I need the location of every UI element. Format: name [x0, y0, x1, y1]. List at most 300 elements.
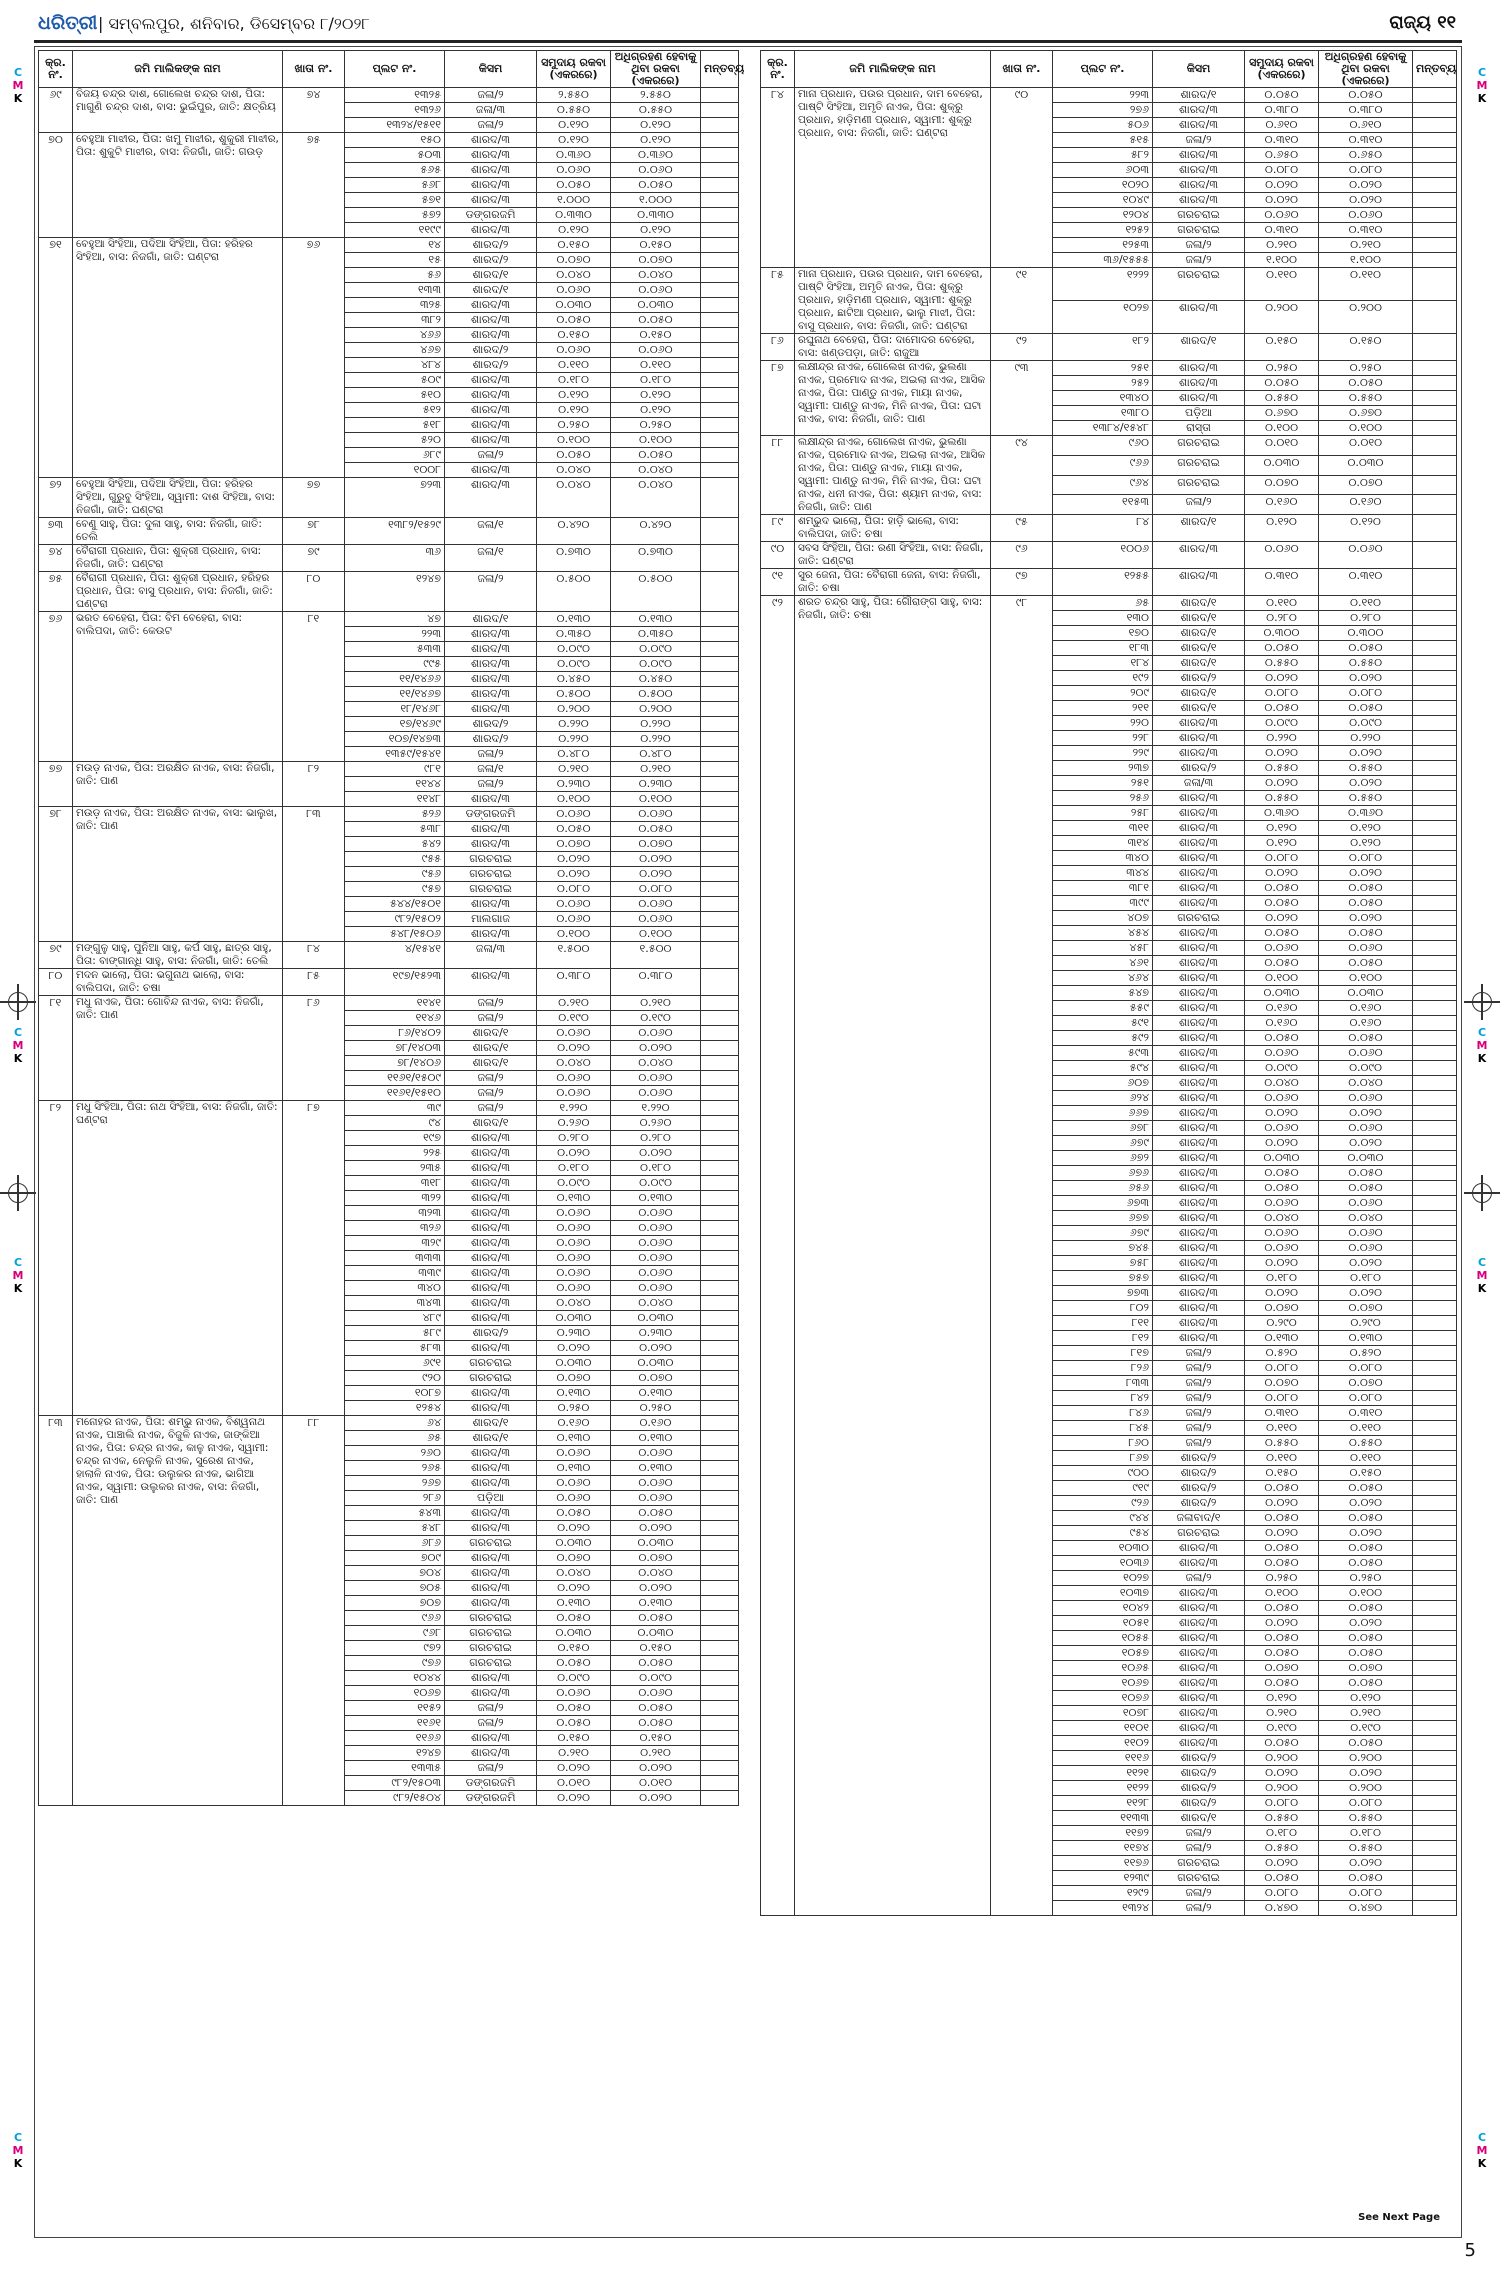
- land-type: ଜଳା/୨: [1153, 1826, 1245, 1841]
- acquired-area: ୦.୦୨୦: [1319, 776, 1413, 791]
- plot-number: ୫୩୩: [345, 642, 445, 657]
- total-area: ୦.୦୩୦: [1245, 455, 1319, 475]
- plot-number: ୯୨୬: [1053, 1496, 1153, 1511]
- total-area: ୦.୩୬୦: [1245, 806, 1319, 821]
- remarks: [1413, 1361, 1457, 1376]
- acquired-area: ୦.୦୪୦: [611, 1056, 701, 1071]
- plot-number: ୨୬୦: [345, 1446, 445, 1461]
- remarks: [701, 1506, 739, 1521]
- total-area: ୦.୦୫୦: [1245, 881, 1319, 896]
- total-area: ୦.୦୨୦: [1245, 193, 1319, 208]
- acquired-area: ୦.୧୧୦: [1319, 268, 1413, 301]
- plot-number: ୧୦୩୭: [1053, 1586, 1153, 1601]
- acquired-area: ୦.୧୦୦: [611, 433, 701, 448]
- plot-number: ୨୫୧: [1053, 776, 1153, 791]
- total-area: ୦.୦୩୦: [537, 298, 611, 313]
- land-type: ଶାରଦ/୩: [1153, 1211, 1245, 1226]
- remarks: [701, 448, 739, 463]
- owner-name: ବେଣୁ ସାହୁ, ପିତା: ଦୁଳା ସାହୁ, ବାସ: ନିଜଗାଁ, ଜାତି: ତେଲି: [73, 518, 283, 545]
- acquired-area: ୦.୩୧୦: [1319, 223, 1413, 238]
- plot-number: ୧୧୪୬: [345, 1011, 445, 1026]
- plot-number: ୧୪: [345, 238, 445, 253]
- acquired-area: ୦.୧୮୦: [611, 373, 701, 388]
- plot-number: ୧୦୭/୧୪୭୩: [345, 732, 445, 747]
- remarks: [1413, 1466, 1457, 1481]
- table-row: [39, 133, 739, 148]
- land-type: ଶାରଦ/୩: [1153, 361, 1245, 376]
- remarks: [1413, 1586, 1457, 1601]
- acquired-area: ୦.୧୬୦: [1319, 1001, 1413, 1016]
- land-type: ଶାରଦ/୩: [1153, 1016, 1245, 1031]
- plot-number: ୬୫: [1053, 596, 1153, 611]
- total-area: ୦.୦୫୦: [1245, 1166, 1319, 1181]
- plot-number: ୨୫୮: [1053, 806, 1153, 821]
- plot-number: ୨୦୯: [1053, 686, 1153, 701]
- land-type: ଶାରଦ/୩: [445, 792, 537, 807]
- acquired-area: ୦.୦୨୦: [611, 1041, 701, 1056]
- total-area: ୦.୦୬୦: [537, 1236, 611, 1251]
- acquired-area: ୦.୦୨୦: [1319, 1856, 1413, 1871]
- acquired-area: ୦.୦୩୦: [1319, 455, 1413, 475]
- acquired-area: ୦.୦୩୦: [611, 1311, 701, 1326]
- land-type: ଡଙ୍ଗରଜମି: [445, 1791, 537, 1806]
- total-area: ୦.୧୩୦: [1245, 1331, 1319, 1346]
- plot-number: ୧୨୫୨: [1053, 223, 1153, 238]
- plot-number: ୧୮୩: [1053, 641, 1153, 656]
- plot-number: ୯୬୬: [1053, 455, 1153, 475]
- land-type: ଶାରଦ/୧: [445, 1416, 537, 1431]
- plot-number: ୭୨୩: [345, 478, 445, 518]
- remarks: [1413, 178, 1457, 193]
- plot-number: ୮୨୬: [1053, 1361, 1153, 1376]
- plot-number: ୫୪୪/୧୫୦୧: [345, 897, 445, 912]
- owner-name: ବୈରାଗୀ ପ୍ରଧାନ, ପିତା: ଶୁକ୍ରୀ ପ୍ରଧାନ, ବାସ: ନିଜଗାଁ, ଜାତି: ଘଣ୍ଟରା: [73, 545, 283, 572]
- remarks: [1413, 1721, 1457, 1736]
- owner-name: ଶମ୍ଭୁଦ ଭାଲୋ, ପିତା: ହାଡ଼ି ଭାଲୋ, ବାସ: ବାଲିପଦା, ଜାତି: ଚଷା: [795, 515, 991, 542]
- total-area: ୦.୦୭୦: [537, 1371, 611, 1386]
- total-area: ୦.୦୪୦: [1245, 1076, 1319, 1091]
- acquired-area: ୦.୦୨୦: [1319, 1136, 1413, 1151]
- plot-number: ୫୮୯: [345, 1326, 445, 1341]
- acquired-area: ୦.୦୯୦: [611, 1671, 701, 1686]
- acquired-area: ୦.୦୬୦: [611, 283, 701, 298]
- owner-name: ବେହୁଆ ସିଂହିଆ, ପଦିଆ ସିଂହିଆ, ପିତା: ହରିହର ସିଂହିଆ, ଗୁରୁବୁ ସିଂହିଆ, ସ୍ୱାମୀ: ଦାଶ ସିଂହିଆ, ବାସ: ନିଜଗାଁ, ଜାତି: ଘଣ୍ଟରା: [73, 478, 283, 518]
- land-type: ଶାରଦ/୧: [1153, 515, 1245, 542]
- land-type: ଶାରଦ/୩: [445, 1596, 537, 1611]
- land-type: ଶାରଦ/୩: [445, 1506, 537, 1521]
- plot-number: ୭୦୪: [345, 1566, 445, 1581]
- acquired-area: ୦.୦୫୦: [1319, 1646, 1413, 1661]
- plot-number: ୧୨୫୪: [345, 1401, 445, 1416]
- total-area: ୦.୦୬୦: [537, 1206, 611, 1221]
- plot-number: ୯୬୮: [345, 1626, 445, 1641]
- total-area: ୦.୦୨୦: [1245, 178, 1319, 193]
- remarks: [1413, 1091, 1457, 1106]
- khata-number: ୭୭: [283, 478, 345, 518]
- acquired-area: ୧.୫୦୦: [611, 942, 701, 969]
- plot-number: ୯୮୨/୧୫୦୨: [345, 912, 445, 927]
- acquired-area: ୦.୦୩୦: [611, 1356, 701, 1371]
- plot-number: ୧୧/୧୪୬୭: [345, 687, 445, 702]
- acquired-area: ୦.୧୫୦: [611, 328, 701, 343]
- khata-number: ୯୦: [991, 88, 1053, 268]
- remarks: [701, 1206, 739, 1221]
- total-area: ୦.୦୬୦: [537, 343, 611, 358]
- land-type: ଶାରଦ/୩: [1153, 941, 1245, 956]
- land-type: ଜଳା/୨: [1153, 1346, 1245, 1361]
- plot-number: ୪୫୪: [1053, 926, 1153, 941]
- remarks: [701, 777, 739, 792]
- acquired-area: ୦.୨୫୦: [611, 1401, 701, 1416]
- acquired-area: ୦.୦୬୦: [1319, 1046, 1413, 1061]
- remarks: [1413, 1451, 1457, 1466]
- khata-number: ୭୮: [283, 518, 345, 545]
- land-type: ଜଳା/୨: [445, 88, 537, 103]
- total-area: ୦.୦୬୦: [537, 1491, 611, 1506]
- plot-number: ୫୪୮: [345, 1521, 445, 1536]
- plot-number: ୩୨୩: [345, 1206, 445, 1221]
- total-area: ୦.୧୦୦: [537, 433, 611, 448]
- total-area: ୦.୦୫୦: [1245, 88, 1319, 103]
- total-area: ୦.୦୭୦: [537, 1551, 611, 1566]
- plot-number: ୧୦୫୭: [1053, 1646, 1153, 1661]
- total-area: ୦.୩୬୦: [537, 148, 611, 163]
- land-type: ଶାରଦ/୩: [1153, 956, 1245, 971]
- acquired-area: ୦.୦୨୦: [1319, 746, 1413, 761]
- column-header: ଜମି ମାଲିକଙ୍କ ନାମ: [795, 51, 991, 88]
- land-type: ଶାରଦ/୧: [445, 1431, 537, 1446]
- plot-number: ୭୪୫: [1053, 1241, 1153, 1256]
- serial-number: ୮୩: [39, 1416, 73, 1806]
- khata-number: ୯୭: [991, 569, 1053, 596]
- plot-number: ୮୪୨: [1053, 1391, 1153, 1406]
- acquired-area: ୦.୫୫୦: [1319, 791, 1413, 806]
- remarks: [1413, 686, 1457, 701]
- plot-number: ୧୨୪୭: [345, 572, 445, 612]
- total-area: ୧.୫୦୦: [537, 942, 611, 969]
- acquired-area: ୦.୧୮୦: [1319, 1271, 1413, 1286]
- remarks: [1413, 376, 1457, 391]
- remarks: [1413, 791, 1457, 806]
- remarks: [1413, 956, 1457, 971]
- total-area: ୦.୨୯୦: [1245, 1316, 1319, 1331]
- plot-number: ୧୧୫୨: [345, 1701, 445, 1716]
- acquired-area: ୦.୦୭୦: [1319, 475, 1413, 495]
- total-area: ୧.୦୦୦: [537, 193, 611, 208]
- remarks: [701, 837, 739, 852]
- total-area: ୦.୦୨୦: [1245, 671, 1319, 686]
- column-header: ମନ୍ତବ୍ୟ: [1413, 51, 1457, 88]
- serial-number: ୭୪: [39, 545, 73, 572]
- acquired-area: ୦.୦୪୦: [611, 1566, 701, 1581]
- plot-number: ୩୩୯: [345, 1266, 445, 1281]
- plot-number: ୬୭୬: [1053, 1166, 1153, 1181]
- remarks: [1413, 148, 1457, 163]
- acquired-area: ୦.୦୨୦: [1319, 1526, 1413, 1541]
- remarks: [701, 969, 739, 996]
- land-type: ଶାରଦ/୩: [1153, 1226, 1245, 1241]
- acquired-area: ୦.୦୮୦: [1319, 686, 1413, 701]
- land-type: ଶାରଦ/୩: [445, 642, 537, 657]
- plot-number: ୯୭୬: [345, 1656, 445, 1671]
- total-area: ୦.୦୭୦: [537, 837, 611, 852]
- plot-number: ୪୮୪: [345, 358, 445, 373]
- plot-number: ୧୧୭୪: [1053, 1841, 1153, 1856]
- plot-number: ୫୯୩: [1053, 1046, 1153, 1061]
- land-type: ଶାରଦ/୩: [1153, 1706, 1245, 1721]
- land-type: ଶାରଦ/୩: [445, 1566, 537, 1581]
- acquired-area: ୦.୨୩୦: [611, 1326, 701, 1341]
- plot-number: ୫୩୮: [345, 822, 445, 837]
- total-area: ୦.୬୧୦: [1245, 118, 1319, 133]
- land-type: ଜଳା/୨: [1153, 1361, 1245, 1376]
- plot-number: ୬୮୬: [345, 1536, 445, 1551]
- plot-number: ୨୨୫: [345, 1146, 445, 1161]
- column-header: ଖାତା ନଂ.: [283, 51, 345, 88]
- total-area: ୦.୦୬୦: [537, 1086, 611, 1101]
- acquired-area: ୦.୦୨୦: [1319, 1496, 1413, 1511]
- acquired-area: ୦.୦୨୦: [1319, 1106, 1413, 1121]
- acquired-area: ୦.୦୩୦: [611, 1626, 701, 1641]
- total-area: ୦.୨୨୦: [537, 717, 611, 732]
- owner-name: ବିଜୟ ଚନ୍ଦ୍ର ଦାଶ, ଗୋଲେଖ ଚନ୍ଦ୍ର ଦାଶ, ପିତା: ମାଗୁଣି ଚନ୍ଦ୍ର ଦାଶ, ବାସ: ଭୁଇଁପୁର, ଜାତି: କ୍ଷତ୍ରିୟ: [73, 88, 283, 133]
- total-area: ୦.୦୬୦: [537, 1026, 611, 1041]
- plot-number: ୬୯୧: [345, 1356, 445, 1371]
- remarks: [701, 478, 739, 518]
- total-area: ୦.୬୫୦: [1245, 148, 1319, 163]
- total-area: ୦.୦୨୦: [1245, 1616, 1319, 1631]
- plot-number: ୯୮୧: [345, 762, 445, 777]
- land-type: ଶାରଦ/୨: [1153, 1796, 1245, 1811]
- total-area: ୦.୦୫୦: [537, 1611, 611, 1626]
- acquired-area: ୧.୨୨୦: [611, 1101, 701, 1116]
- plot-number: ୬୬୭: [1053, 1106, 1153, 1121]
- column-header: କ୍ର. ନଂ.: [761, 51, 795, 88]
- remarks: [1413, 1616, 1457, 1631]
- plot-number: ୧୦୩୦: [1053, 1541, 1153, 1556]
- cmyk-marker-icon: C M K: [1476, 2131, 1488, 2170]
- plot-number: ୫୯୨: [1053, 1031, 1153, 1046]
- plot-number: ୧୧୭୨: [1053, 1826, 1153, 1841]
- column-header: ପ୍ଲଟ ନଂ.: [1053, 51, 1153, 88]
- land-type: ଶାରଦ/୩: [1153, 806, 1245, 821]
- table-row: [39, 545, 739, 572]
- total-area: ୦.୦୨୦: [1245, 746, 1319, 761]
- total-area: ୦.୫୫୦: [1245, 656, 1319, 671]
- acquired-area: ୦.୦୫୦: [1319, 1631, 1413, 1646]
- land-type: ଶାରଦ/୩: [1153, 542, 1245, 569]
- land-type: ଜଳା/୨: [445, 448, 537, 463]
- total-area: ୦.୦୧୦: [537, 1776, 611, 1791]
- cmyk-marker-icon: C M K: [12, 1026, 24, 1065]
- acquired-area: ୦.୫୦୦: [611, 687, 701, 702]
- total-area: ୦.୦୯୦: [537, 1176, 611, 1191]
- land-type: ଶାରଦ/୩: [1153, 1256, 1245, 1271]
- khata-number: ୯୬: [991, 542, 1053, 569]
- serial-number: ୭୫: [39, 572, 73, 612]
- land-type: ଜଳା/୨: [445, 747, 537, 762]
- total-area: ୦.୦୮୦: [1245, 686, 1319, 701]
- total-area: ୦.୦୨୦: [1245, 1136, 1319, 1151]
- land-type: ଶାରଦ/୩: [1153, 1046, 1245, 1061]
- total-area: ୦.୫୫୦: [1245, 1841, 1319, 1856]
- total-area: ୦.୧୩୦: [537, 1431, 611, 1446]
- plot-number: ୧୧୨୨: [1053, 1781, 1153, 1796]
- total-area: ୦.୧୨୦: [537, 403, 611, 418]
- plot-number: ୩୪୩: [345, 1296, 445, 1311]
- land-type: ଶାରଦ/୩: [1153, 376, 1245, 391]
- acquired-area: ୦.୦୫୦: [1319, 641, 1413, 656]
- plot-number: ୮୩୩: [1053, 1376, 1153, 1391]
- land-type: ଶାରଦ/୩: [445, 1176, 537, 1191]
- remarks: [1413, 1241, 1457, 1256]
- plot-number: ୨୨୯: [1053, 746, 1153, 761]
- land-type: ଗରଚରାଇ: [1153, 223, 1245, 238]
- remarks: [701, 702, 739, 717]
- land-type: ଶାରଦ/୩: [1153, 1181, 1245, 1196]
- plot-number: ୨୫୬: [1053, 791, 1153, 806]
- acquired-area: ୦.୧୩୦: [1319, 1331, 1413, 1346]
- plot-number: ୫୦୯: [345, 373, 445, 388]
- column-header: ସମୁଦାୟ ରକବା (ଏକରରେ): [1245, 51, 1319, 88]
- remarks: [701, 1011, 739, 1026]
- plot-number: ୧୧୪୧: [345, 996, 445, 1011]
- acquired-area: ୦.୧୩୦: [611, 1596, 701, 1611]
- land-type: ଡଙ୍ଗରଜମି: [445, 1776, 537, 1791]
- total-area: ୦.୫୫୦: [1245, 1436, 1319, 1451]
- land-type: ଶାରଦ/୩: [445, 822, 537, 837]
- acquired-area: ୦.୦୫୦: [1319, 956, 1413, 971]
- owner-name: ମଉଡ଼ ନାଏକ, ପିତା: ଅରକ୍ଷିତ ନାଏକ, ବାସ: ଭାଲୁଖ, ଜାତି: ପାଣ: [73, 807, 283, 942]
- acquired-area: ୦.୦୭୦: [611, 1551, 701, 1566]
- land-type: ଶାରଦ/୧: [1153, 686, 1245, 701]
- plot-number: ୧୦୬୭: [1053, 1676, 1153, 1691]
- land-type: ଶାରଦ/୨: [445, 1326, 537, 1341]
- total-area: ୦.୧୨୦: [1245, 1691, 1319, 1706]
- total-area: ୦.୦୬୦: [537, 283, 611, 298]
- acquired-area: ୦.୩୮୦: [611, 969, 701, 996]
- remarks: [701, 942, 739, 969]
- plot-number: ୧୧୬୧/୧୫୧୦: [345, 1086, 445, 1101]
- remarks: [701, 1131, 739, 1146]
- plot-number: ୩୨୬: [345, 1221, 445, 1236]
- acquired-area: ୦.୦୬୦: [611, 343, 701, 358]
- total-area: ୦.୧୫୦: [537, 238, 611, 253]
- table-row: [761, 515, 1457, 542]
- acquired-area: ୦.୧୨୦: [1319, 1691, 1413, 1706]
- total-area: ୦.୨୧୦: [1245, 238, 1319, 253]
- land-type: ଜଳା/୨: [1153, 1886, 1245, 1901]
- remarks: [1413, 1751, 1457, 1766]
- remarks: [1413, 896, 1457, 911]
- total-area: ୦.୦୫୦: [537, 1701, 611, 1716]
- khata-number: ୮୨: [283, 762, 345, 807]
- land-type: ଶାରଦ/୩: [445, 1311, 537, 1326]
- remarks: [1413, 475, 1457, 495]
- remarks: [701, 313, 739, 328]
- total-area: ୨.୫୫୦: [537, 88, 611, 103]
- plot-number: ୫୪୮/୧୫୦୬: [345, 927, 445, 942]
- total-area: ୦.୧୮୦: [1245, 1826, 1319, 1841]
- total-area: ୦.୨୨୦: [1245, 731, 1319, 746]
- land-type: ଜଳା/୩: [1153, 776, 1245, 791]
- khata-number: ୮୪: [283, 942, 345, 969]
- land-type: ଶାରଦ/୩: [1153, 1286, 1245, 1301]
- plot-number: ୬୦୭: [1053, 1076, 1153, 1091]
- land-table-left: [38, 50, 745, 1806]
- remarks: [701, 1731, 739, 1746]
- acquired-area: ୦.୪୮୦: [611, 747, 701, 762]
- page-header: [34, 6, 1462, 43]
- plot-number: ୭୫୮: [1053, 1256, 1153, 1271]
- acquired-area: ୦.୧୦୦: [1319, 421, 1413, 436]
- acquired-area: ୦.୦୭୦: [611, 1371, 701, 1386]
- remarks: [1413, 761, 1457, 776]
- plot-number: ୧୩୩୫: [345, 1761, 445, 1776]
- serial-number: ୮୫: [761, 268, 795, 334]
- acquired-area: ୦.୧୬୦: [611, 1416, 701, 1431]
- total-area: ୦.୦୬୦: [537, 1221, 611, 1236]
- cmyk-marker-icon: C M K: [12, 1256, 24, 1295]
- land-type: ଜଳା/୨: [445, 118, 537, 133]
- acquired-area: ୦.୦୬୦: [611, 1686, 701, 1701]
- remarks: [1413, 1376, 1457, 1391]
- plot-number: ୩୯୯: [1053, 896, 1153, 911]
- plot-number: ୫୧୨: [345, 403, 445, 418]
- acquired-area: ୦.୧୨୦: [1319, 515, 1413, 542]
- plot-number: ୯୫୭: [345, 882, 445, 897]
- table-row: [39, 518, 739, 545]
- land-type: ଶାରଦ/୩: [1153, 1691, 1245, 1706]
- remarks: [701, 852, 739, 867]
- acquired-area: ୦.୦୨୦: [1319, 1766, 1413, 1781]
- total-area: ୦.୦୭୦: [1245, 1661, 1319, 1676]
- registration-mark-icon: [1464, 1175, 1500, 1211]
- serial-number: ୭୬: [39, 612, 73, 762]
- acquired-area: ୦.୧୫୦: [1319, 334, 1413, 361]
- acquired-area: ୦.୦୩୦: [1319, 986, 1413, 1001]
- total-area: ୦.୦୮୦: [1245, 163, 1319, 178]
- land-type: ଶାରଦ/୩: [445, 418, 537, 433]
- serial-number: ୭୩: [39, 518, 73, 545]
- plot-number: ୧୦୨୭: [1053, 1571, 1153, 1586]
- table-row: [39, 478, 739, 518]
- remarks: [701, 328, 739, 343]
- remarks: [1413, 1631, 1457, 1646]
- remarks: [701, 1716, 739, 1731]
- plot-number: ୨୬୭: [345, 1476, 445, 1491]
- remarks: [701, 518, 739, 545]
- remarks: [1413, 1601, 1457, 1616]
- owner-name: ମନୋହର ନାଏକ, ପିତା: ଶମ୍ଭୁ ନାଏକ, ବିଶ୍ୱନାଥ ନାଏକ, ପାଞ୍ଚାଲି ନାଏକ, ବିଜୁଳି ନାଏକ, ଜାଙ୍କିଆ ନାଏକ, ପିତା: ଚନ୍ଦ୍ର ନାଏକ, କାଳୁ ନାଏକ, ସ୍ୱାମୀ: ଚନ୍ଦ୍ର ନାଏକ, ନେଲୁଳି ନାଏକ, ସୁରେଶ ନାଏକ, ହାଲାଳି ନାଏକ, ପିତା: ଉଲୁକର ନାଏକ, ଭାଗିଆ ନାଏକ, ସ୍ୱାମୀ: ଉଲୁକର ନାଏକ, ବାସ: ନିଜଗାଁ, ଜାତି: ପାଣ: [73, 1416, 283, 1806]
- cmyk-marker-icon: C M K: [1476, 1026, 1488, 1065]
- serial-number: ୭୭: [39, 762, 73, 807]
- table-row: [761, 596, 1457, 611]
- total-area: ୦.୦୬୦: [1245, 1241, 1319, 1256]
- total-area: ୦.୦୫୦: [537, 1506, 611, 1521]
- land-type: ଶାରଦ/୩: [1153, 836, 1245, 851]
- remarks: [701, 1371, 739, 1386]
- plot-number: ୧୧୬୧: [345, 1716, 445, 1731]
- cmyk-marker-icon: C M K: [1476, 1256, 1488, 1295]
- remarks: [701, 1281, 739, 1296]
- plot-number: ୮୧୧: [1053, 1316, 1153, 1331]
- plot-number: ୨୨୦: [1053, 716, 1153, 731]
- total-area: ୦.୦୨୦: [537, 867, 611, 882]
- total-area: ୦.୦୪୦: [537, 463, 611, 478]
- plot-number: ୧୩୨୪: [1053, 1901, 1153, 1916]
- acquired-area: ୦.୧୨୦: [1319, 821, 1413, 836]
